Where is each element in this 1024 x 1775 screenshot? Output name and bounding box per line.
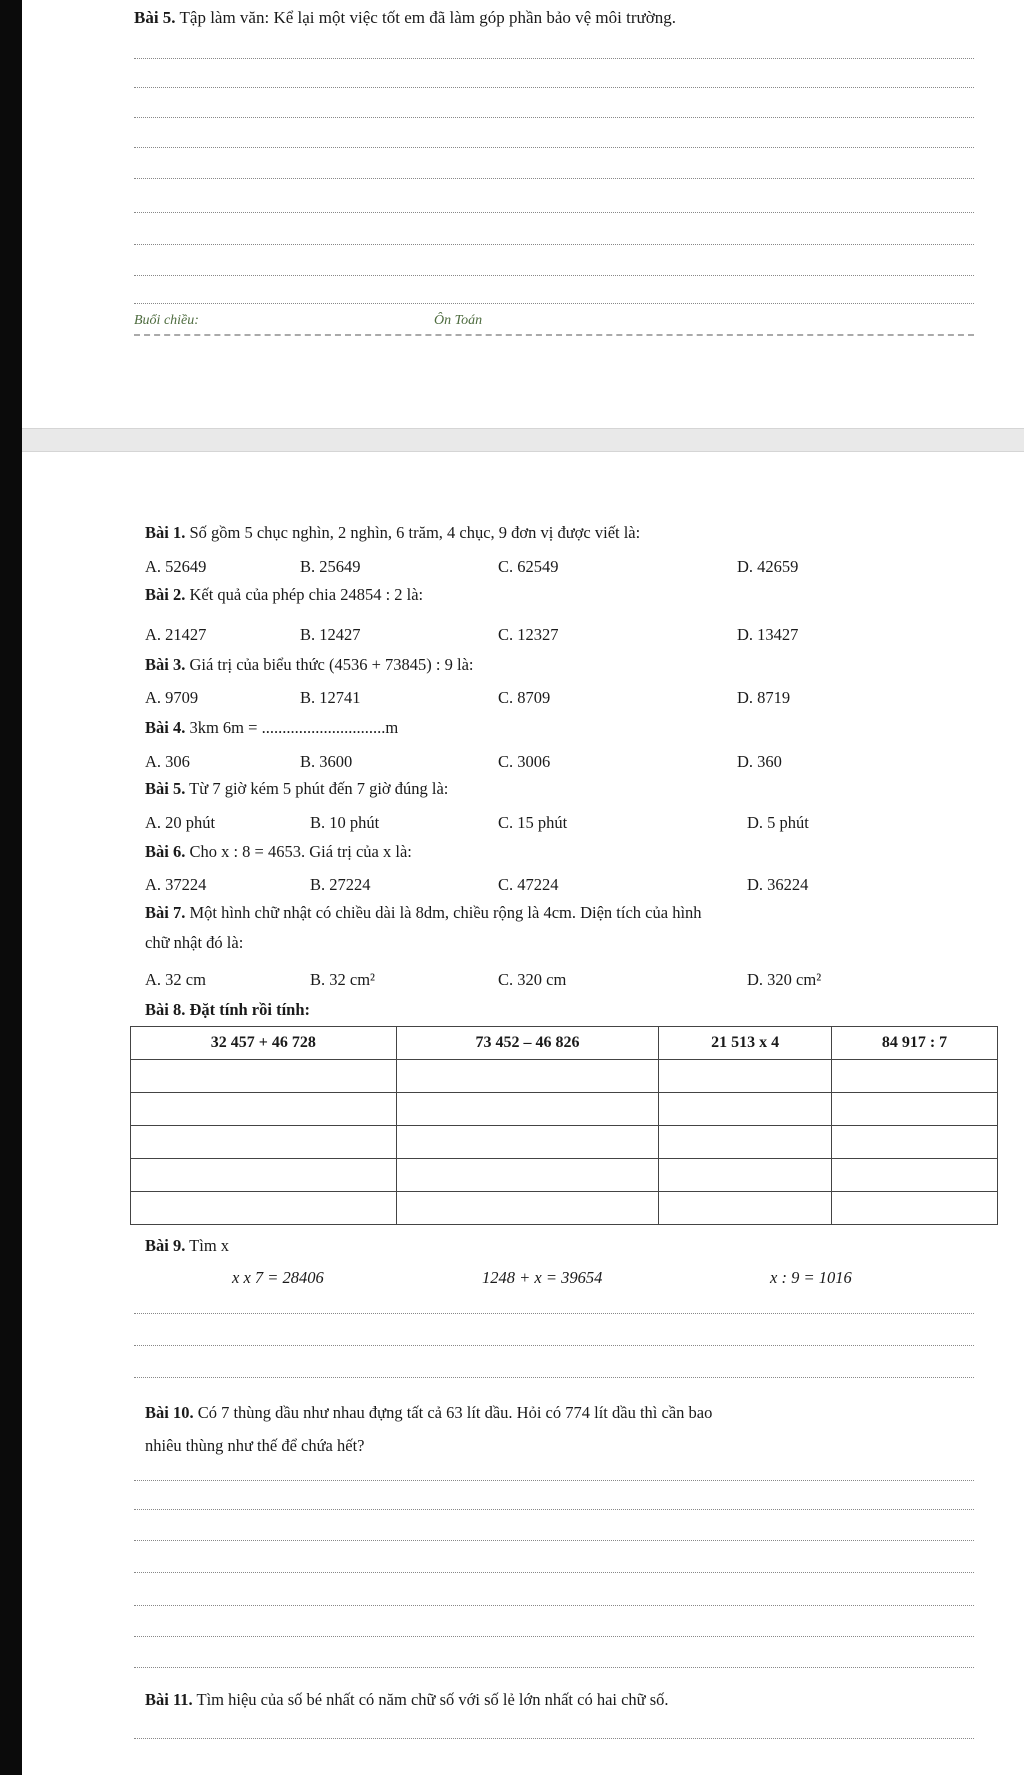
option-a: A. 52649 — [145, 557, 207, 576]
option-b: B. 32 cm² — [310, 970, 375, 989]
option-a: A. 9709 — [145, 688, 199, 707]
answer-line — [134, 58, 974, 59]
option-c: C. 3006 — [498, 752, 551, 771]
table-cell[interactable] — [832, 1159, 998, 1192]
question-10 — [145, 1403, 712, 1423]
option-c: C. 12327 — [498, 625, 559, 644]
question-number: Bài 10. — [145, 1403, 194, 1422]
session-subject: Ôn Toán — [434, 313, 483, 328]
option-d: D. 42659 — [737, 557, 799, 576]
option-d: D. 360 — [737, 752, 782, 771]
question-10-continued: nhiêu thùng như thế để chứa hết? — [145, 1436, 365, 1455]
equation-1: x x 7 = 28406 — [232, 1268, 324, 1287]
answer-line — [134, 178, 974, 179]
table-cell[interactable] — [659, 1126, 832, 1159]
question-number: Bài 3. — [145, 655, 186, 674]
option-b: B. 12741 — [300, 688, 361, 707]
question-3 — [145, 655, 473, 675]
option-d: D. 8719 — [737, 688, 791, 707]
table-cell[interactable] — [131, 1192, 397, 1225]
option-c: C. 320 cm — [498, 970, 567, 989]
session-label: Buổi chiều: — [134, 313, 199, 328]
answer-line — [134, 1313, 974, 1314]
question-text: Tìm hiệu của số bé nhất có năm chữ số với số lẻ lớn nhất có hai chữ số. — [196, 1690, 669, 1709]
table-cell[interactable] — [396, 1126, 659, 1159]
question-number: Bài 2. — [145, 585, 186, 604]
question-text: Có 7 thùng dầu như nhau đựng tất cả 63 lít dầu. Hỏi có 774 lít dầu thì cần bao — [197, 1403, 713, 1422]
answer-line — [134, 1738, 974, 1739]
answer-line — [134, 1667, 974, 1668]
option-b: B. 27224 — [310, 875, 371, 894]
answer-line — [134, 1509, 974, 1510]
question-text: Tìm x — [189, 1236, 230, 1255]
answer-line — [134, 1540, 974, 1541]
top-exercise-number: Bài 5. — [134, 8, 176, 27]
question-text: 3km 6m = ..............................m — [189, 718, 399, 737]
question-number: Bài 8. — [145, 1000, 186, 1019]
answer-line — [134, 1480, 974, 1481]
answer-line — [134, 212, 974, 213]
table-cell[interactable] — [832, 1126, 998, 1159]
session-divider — [134, 334, 974, 336]
answer-line — [134, 275, 974, 276]
question-number: Bài 9. — [145, 1236, 186, 1255]
table-row — [131, 1159, 998, 1192]
table-cell[interactable] — [832, 1093, 998, 1126]
question-number: Bài 4. — [145, 718, 186, 737]
option-a: A. 20 phút — [145, 813, 216, 832]
table-cell[interactable] — [396, 1093, 659, 1126]
answer-line — [134, 244, 974, 245]
table-header-cell: 84 917 : 7 — [832, 1027, 998, 1060]
question-4 — [145, 718, 398, 738]
option-a: A. 306 — [145, 752, 190, 771]
top-exercise-title — [134, 8, 676, 28]
question-text: Từ 7 giờ kém 5 phút đến 7 giờ đúng là: — [189, 779, 449, 798]
question-text: Đặt tính rồi tính: — [189, 1000, 311, 1019]
table-header-cell: 21 513 x 4 — [659, 1027, 832, 1060]
page-break-band — [22, 428, 1024, 452]
table-cell[interactable] — [659, 1192, 832, 1225]
option-d: D. 13427 — [737, 625, 799, 644]
question-2 — [145, 585, 423, 605]
option-b: B. 25649 — [300, 557, 361, 576]
question-number: Bài 1. — [145, 523, 186, 542]
table-cell[interactable] — [396, 1192, 659, 1225]
question-5 — [145, 779, 448, 799]
table-cell[interactable] — [131, 1159, 397, 1192]
question-text: Một hình chữ nhật có chiều dài là 8dm, chiều rộng là 4cm. Diện tích của hình — [189, 903, 702, 922]
option-a: A. 32 cm — [145, 970, 206, 989]
answer-line — [134, 147, 974, 148]
answer-line — [134, 1572, 974, 1573]
question-7-continued: chữ nhật đó là: — [145, 933, 244, 952]
table-row — [131, 1060, 998, 1093]
table-cell[interactable] — [131, 1060, 397, 1093]
option-a: A. 21427 — [145, 625, 207, 644]
question-number: Bài 6. — [145, 842, 186, 861]
table-header-cell: 32 457 + 46 728 — [131, 1027, 397, 1060]
calculation-table — [130, 1026, 998, 1225]
question-9 — [145, 1236, 229, 1256]
option-c: C. 62549 — [498, 557, 559, 576]
answer-line — [134, 1377, 974, 1378]
option-d: D. 320 cm² — [747, 970, 822, 989]
option-c: C. 8709 — [498, 688, 551, 707]
top-exercise-text: Tập làm văn: Kể lại một việc tốt em đã làm góp phần bảo vệ môi trường. — [179, 8, 676, 27]
option-b: B. 12427 — [300, 625, 361, 644]
option-a: A. 37224 — [145, 875, 207, 894]
question-8 — [145, 1000, 310, 1020]
question-number: Bài 7. — [145, 903, 186, 922]
table-row — [131, 1126, 998, 1159]
answer-line — [134, 1636, 974, 1637]
question-number: Bài 11. — [145, 1690, 193, 1709]
table-cell[interactable] — [131, 1126, 397, 1159]
option-b: B. 10 phút — [310, 813, 380, 832]
table-cell[interactable] — [659, 1159, 832, 1192]
option-b: B. 3600 — [300, 752, 353, 771]
question-text: Giá trị của biểu thức (4536 + 73845) : 9 là: — [189, 655, 474, 674]
question-7 — [145, 903, 702, 923]
answer-line — [134, 87, 974, 88]
table-cell[interactable] — [659, 1060, 832, 1093]
question-text: Số gồm 5 chục nghìn, 2 nghìn, 6 trăm, 4 chục, 9 đơn vị được viết là: — [189, 523, 641, 542]
table-cell[interactable] — [131, 1093, 397, 1126]
table-header-cell: 73 452 – 46 826 — [396, 1027, 659, 1060]
option-c: C. 15 phút — [498, 813, 568, 832]
table-cell[interactable] — [659, 1093, 832, 1126]
table-cell[interactable] — [832, 1192, 998, 1225]
table-row — [131, 1192, 998, 1225]
table-header-row — [131, 1027, 998, 1060]
option-d: D. 36224 — [747, 875, 809, 894]
answer-line — [134, 1345, 974, 1346]
equation-3: x : 9 = 1016 — [770, 1268, 852, 1287]
equation-2: 1248 + x = 39654 — [482, 1268, 603, 1287]
question-11 — [145, 1690, 669, 1710]
question-1 — [145, 523, 640, 543]
question-6 — [145, 842, 412, 862]
table-cell[interactable] — [832, 1060, 998, 1093]
table-row — [131, 1093, 998, 1126]
answer-line — [134, 303, 974, 304]
question-text: Cho x : 8 = 4653. Giá trị của x là: — [189, 842, 412, 861]
option-c: C. 47224 — [498, 875, 559, 894]
option-d: D. 5 phút — [747, 813, 809, 832]
answer-line — [134, 117, 974, 118]
table-cell[interactable] — [396, 1060, 659, 1093]
answer-line — [134, 1605, 974, 1606]
question-number: Bài 5. — [145, 779, 186, 798]
question-text: Kết quả của phép chia 24854 : 2 là: — [189, 585, 424, 604]
table-cell[interactable] — [396, 1159, 659, 1192]
